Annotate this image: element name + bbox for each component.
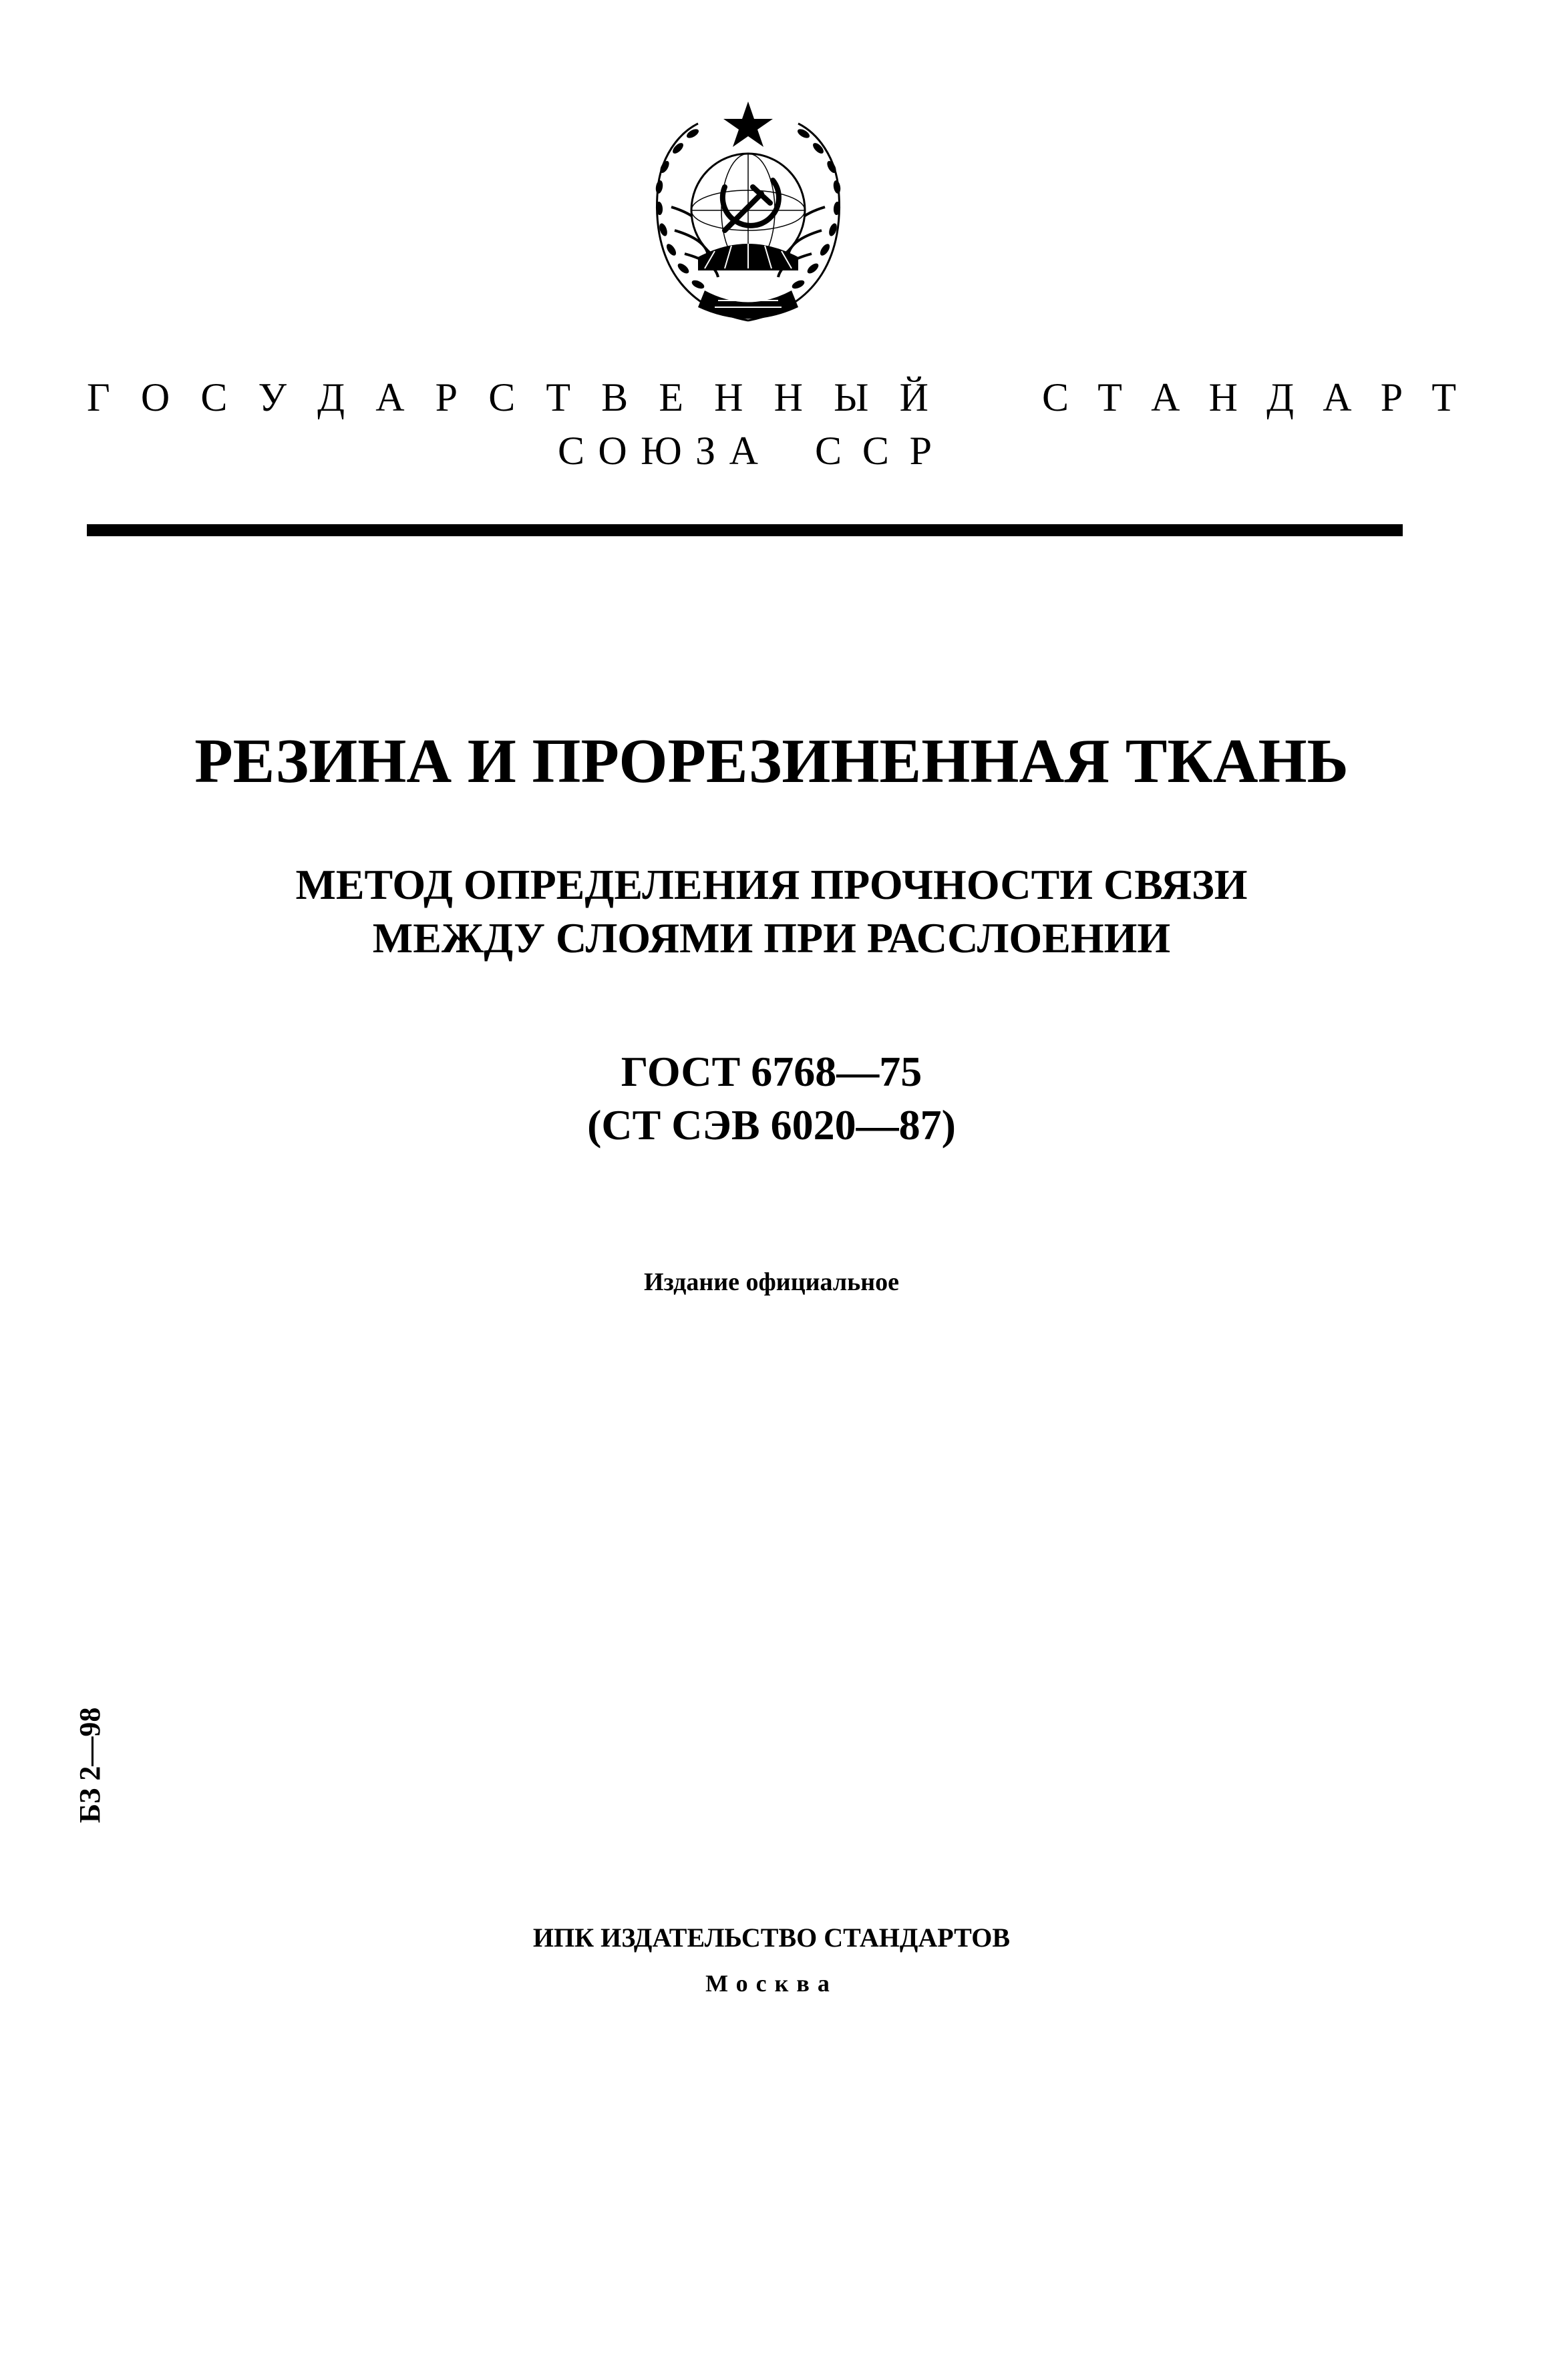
header-letter: С	[1042, 375, 1069, 419]
header-word-ssr	[815, 424, 932, 477]
header-word-gosudarstvenny	[87, 371, 928, 424]
header-letter: А	[375, 375, 405, 419]
header-letter: Р	[435, 375, 458, 419]
header-letter: С	[488, 375, 516, 419]
header-letter: Г	[87, 375, 110, 419]
edition-note: Издание официальное	[643, 1268, 899, 1296]
subtitle-line-2: МЕЖДУ СЛОЯМИ ПРИ РАССЛОЕНИИ	[372, 914, 1171, 962]
header-letter: З	[695, 429, 716, 473]
gost-number: ГОСТ 6768—75	[621, 1048, 922, 1095]
header-letter: С	[558, 429, 585, 473]
header-word-standart	[1042, 371, 1456, 424]
header-letter: Ы	[834, 375, 869, 419]
header-letter: О	[598, 429, 627, 473]
header-letter: Д	[1266, 375, 1295, 419]
header-letter: Й	[899, 375, 928, 419]
document-title: РЕЗИНА И ПРОРЕЗИНЕННАЯ ТКАНЬ	[194, 727, 1349, 796]
header-letter: Н	[1208, 375, 1238, 419]
header-letter: Е	[659, 375, 683, 419]
header-letter: Ю	[641, 429, 682, 473]
header-letter: Н	[714, 375, 743, 419]
header-letter: С	[815, 429, 842, 473]
publisher: ИПК ИЗДАТЕЛЬСТВО СТАНДАРТОВ	[532, 1923, 1011, 1953]
header-letter: А	[1151, 375, 1180, 419]
header-letter: Т	[546, 375, 571, 419]
cmea-number: (СТ СЭВ 6020—87)	[587, 1101, 956, 1149]
header-letter: Н	[774, 375, 803, 419]
header-word-soyuza	[558, 424, 758, 477]
header-letter: С	[200, 375, 228, 419]
document-subtitle	[0, 858, 1543, 965]
side-code: БЗ 2—98	[73, 1707, 106, 1823]
header-divider	[87, 524, 1403, 536]
standard-designation	[0, 1045, 1543, 1152]
header-ussr	[558, 424, 932, 477]
header-letter: А	[1323, 375, 1352, 419]
header-letter: Р	[909, 429, 932, 473]
header-letter: Т	[1431, 375, 1456, 419]
header-letter: В	[601, 375, 629, 419]
header-letter: Т	[1097, 375, 1122, 419]
city: Москва	[705, 1970, 838, 1997]
header-letter: А	[729, 429, 758, 473]
subtitle-line-1: МЕТОД ОПРЕДЕЛЕНИЯ ПРОЧНОСТИ СВЯЗИ	[295, 861, 1248, 908]
header-letter: У	[258, 375, 287, 419]
header-letter: Р	[1380, 375, 1403, 419]
header-state-standard	[87, 371, 1456, 424]
header-letter: С	[862, 429, 889, 473]
ussr-state-emblem-icon	[625, 93, 872, 341]
header-letter: О	[140, 375, 170, 419]
header-letter: Д	[317, 375, 345, 419]
